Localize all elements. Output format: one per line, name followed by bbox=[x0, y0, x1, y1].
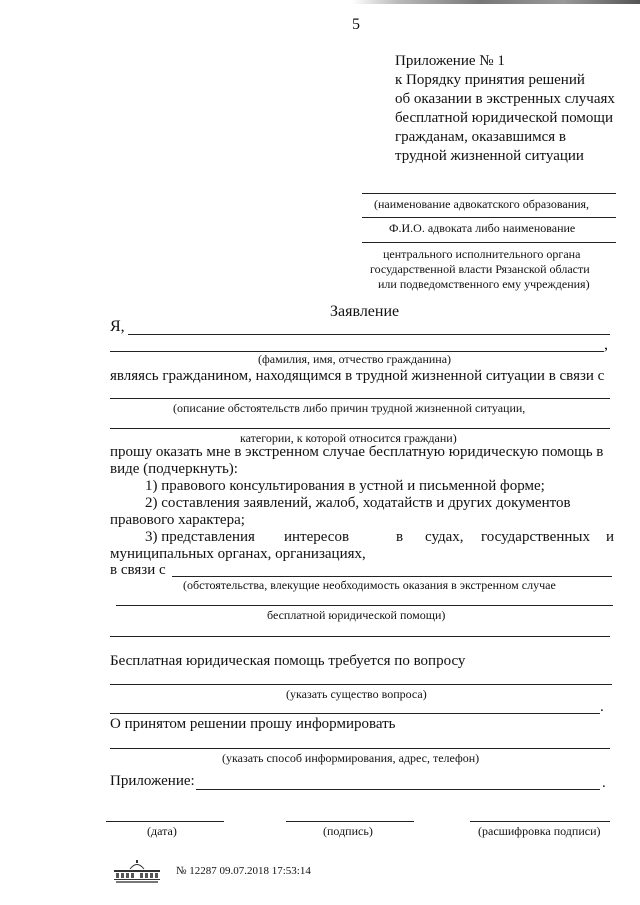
request-option-3-word: в bbox=[396, 529, 404, 545]
signature-caption: (подпись) bbox=[323, 824, 373, 838]
request-option-2-cont: правового характера; bbox=[110, 512, 245, 528]
request-option-3-word: интересов bbox=[284, 529, 350, 545]
addressee-caption: Ф.И.О. адвоката либо наименование bbox=[389, 221, 576, 235]
applicant-caption: (фамилия, имя, отчество гражданина) bbox=[258, 352, 452, 366]
situation-line bbox=[110, 398, 610, 399]
attachment-label: Приложение: bbox=[110, 773, 195, 789]
addressee-blank-line bbox=[362, 217, 616, 218]
reason-line bbox=[172, 576, 612, 577]
addressee-caption: центрального исполнительного органа bbox=[383, 247, 581, 261]
situation-caption: (описание обстоятельств либо причин трудной жизненной ситуации, bbox=[173, 401, 526, 415]
reason-line bbox=[116, 605, 613, 606]
registration-seal-icon bbox=[110, 858, 164, 884]
addressee-blank-line bbox=[362, 242, 616, 243]
request-option-3-word: государственных bbox=[481, 529, 590, 545]
appendix-line: Приложение № 1 bbox=[395, 53, 505, 69]
appendix-line: об оказании в экстренных случаях bbox=[395, 91, 615, 107]
situation-line bbox=[110, 428, 610, 429]
request-option-2: 2) составления заявлений, жалоб, ходатайств и других документов bbox=[145, 495, 571, 511]
question-dot: . bbox=[600, 699, 604, 715]
appendix-header bbox=[395, 52, 615, 166]
request-option-1: 1) правового консультирования в устной и письменной форме; bbox=[145, 478, 545, 494]
addressee-caption: (наименование адвокатского образования, bbox=[374, 197, 590, 211]
registration-stamp: № 12287 09.07.2018 17:53:14 bbox=[176, 865, 311, 877]
reason-prefix: в связи с bbox=[110, 562, 166, 578]
addressee-caption: или подведомственного ему учреждения) bbox=[378, 277, 590, 291]
attachment-line bbox=[196, 789, 600, 790]
request-option-3-word: и bbox=[606, 529, 615, 545]
page-number: 5 bbox=[352, 16, 360, 33]
question-text: Бесплатная юридическая помощь требуется по вопросу bbox=[110, 653, 466, 669]
applicant-prefix: Я, bbox=[110, 318, 125, 335]
question-caption: (указать существо вопроса) bbox=[286, 687, 427, 701]
applicant-name-line bbox=[128, 334, 610, 335]
appendix-line: гражданам, оказавшимся в bbox=[395, 129, 566, 145]
question-line bbox=[110, 713, 600, 714]
inform-caption: (указать способ информирования, адрес, телефон) bbox=[222, 751, 480, 765]
reason-line bbox=[110, 636, 610, 637]
decoding-caption: (расшифровка подписи) bbox=[478, 824, 601, 838]
inform-line bbox=[110, 748, 610, 749]
applicant-comma: , bbox=[604, 336, 608, 353]
request-text: виде (подчеркнуть): bbox=[110, 461, 238, 477]
reason-caption: (обстоятельства, влекущие необходимость оказания в экстренном случае bbox=[183, 578, 556, 592]
attachment-dot: . bbox=[602, 775, 606, 791]
situation-text: являясь гражданином, находящимся в трудной жизненной ситуации в связи с bbox=[110, 368, 605, 384]
scan-top-edge bbox=[0, 0, 640, 4]
request-option-3-word: судах, bbox=[425, 529, 464, 545]
date-line bbox=[106, 821, 224, 822]
request-text: прошу оказать мне в экстренном случае бесплатную юридическую помощь в bbox=[110, 444, 604, 460]
date-caption: (дата) bbox=[147, 824, 177, 838]
decoding-line bbox=[470, 821, 610, 822]
appendix-line: к Порядку принятия решений bbox=[395, 72, 585, 88]
appendix-line: бесплатной юридической помощи bbox=[395, 110, 614, 126]
signature-line bbox=[286, 821, 414, 822]
appendix-line: трудной жизненной ситуации bbox=[395, 148, 584, 164]
addressee-caption: государственной власти Рязанской области bbox=[370, 262, 590, 276]
situation-caption: категории, к которой относится граждани) bbox=[240, 431, 457, 445]
document-title: Заявление bbox=[330, 303, 400, 320]
request-option-3-word: 3) представления bbox=[145, 529, 255, 545]
reason-caption: бесплатной юридической помощи) bbox=[267, 608, 446, 622]
question-line bbox=[110, 684, 612, 685]
inform-text: О принятом решении прошу информировать bbox=[110, 716, 396, 732]
request-option-3-cont: муниципальных органах, организациях, bbox=[110, 546, 366, 562]
addressee-blank-line bbox=[362, 193, 616, 194]
